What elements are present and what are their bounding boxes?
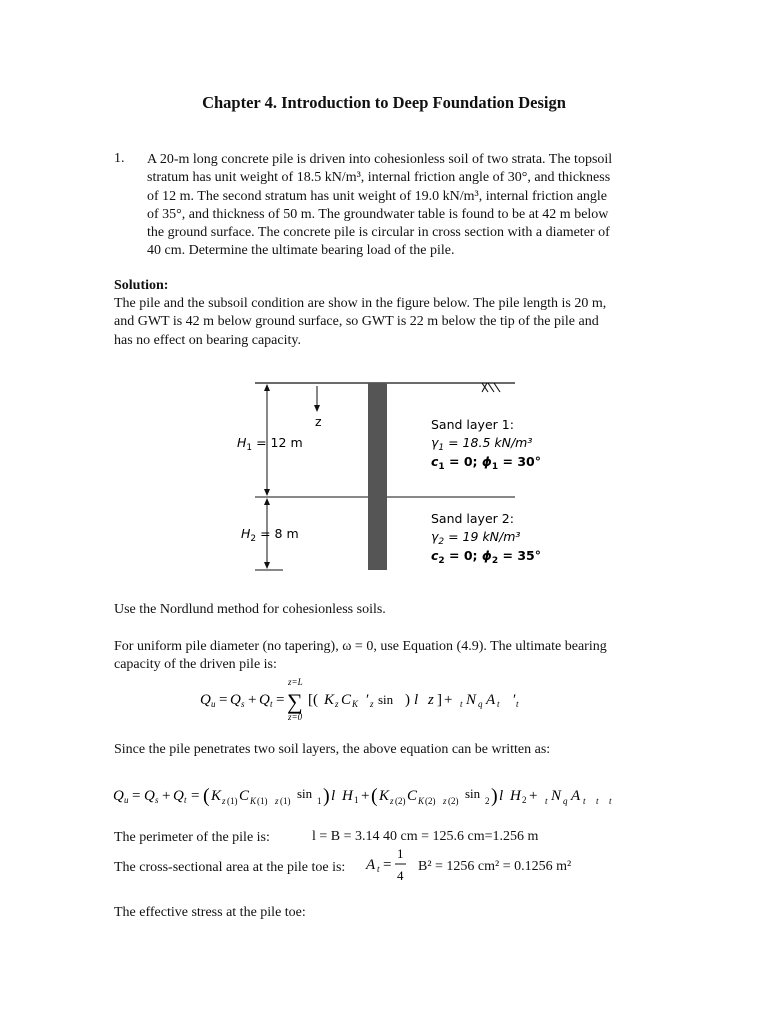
svg-text:t: t (497, 699, 500, 709)
uniform-diameter-paragraph (114, 638, 656, 675)
problem-statement (147, 151, 656, 261)
svg-text:z: z (390, 796, 394, 806)
svg-text:Q: Q (173, 788, 184, 804)
svg-text:): ) (405, 692, 410, 708)
svg-text:=: = (383, 857, 392, 873)
layer2-unit-weight: $\gamma_2 = 19$ kN/m³ (431, 529, 521, 547)
svg-text:l: l (499, 788, 504, 804)
pile-shaft (368, 383, 387, 570)
svg-text:): ) (323, 785, 330, 807)
uniform-line: For uniform pile diameter (no tapering), ω = 0, use Equation (4.9). The ultimate bearing (114, 639, 607, 654)
svg-text:z: z (428, 692, 434, 708)
svg-text:=: = (191, 788, 200, 804)
svg-text:Q: Q (113, 788, 124, 804)
solution-line: and GWT is 42 m below ground surface, so GWT is 22 m below the tip of the pile and (114, 314, 599, 330)
svg-text:C: C (239, 788, 250, 804)
solution-line: The pile and the subsoil condition are show in the figure below. The pile length is 20 m, (114, 296, 607, 311)
svg-text:=: = (276, 692, 285, 708)
problem-number: 1. (114, 151, 125, 166)
svg-text:[(: [( (308, 692, 318, 708)
z-label: z (315, 414, 322, 429)
svg-text:z=0: z=0 (288, 712, 303, 722)
svg-text:A: A (571, 788, 581, 804)
h2-arrowhead-bottom (264, 562, 270, 569)
area-label: The cross-sectional area at the pile toe is: (114, 860, 346, 875)
problem-line: A 20-m long concrete pile is driven into cohesionless soil of two strata. The topsoil (147, 152, 613, 167)
svg-text:′: ′ (513, 692, 517, 708)
svg-text:(: ( (203, 785, 210, 807)
problem-line: of 12 m. The second stratum has unit weight of 19.0 kN/m³, internal friction angle (147, 188, 608, 204)
problem-line: of 35°, and thickness of 50 m. The groundwater table is found to be at 42 m below (147, 206, 609, 222)
svg-text:′: ′ (366, 692, 370, 708)
svg-text:N: N (466, 692, 477, 708)
svg-text:1: 1 (397, 846, 404, 861)
svg-text:t: t (545, 796, 548, 806)
svg-text:(2): (2) (425, 796, 436, 806)
svg-text:K: K (379, 788, 390, 804)
svg-text:=: = (219, 692, 228, 708)
svg-text:H: H (342, 788, 353, 804)
svg-text:l: l (331, 788, 336, 804)
problem-line: 40 cm. Determine the ultimate bearing load of the pile. (147, 243, 455, 259)
svg-text:+: + (529, 788, 538, 804)
svg-text:l: l (414, 692, 419, 708)
uniform-line: capacity of the driven pile is: (114, 657, 277, 673)
svg-text:(1): (1) (257, 796, 268, 806)
svg-text:sin: sin (465, 786, 481, 801)
layer2-strength: $c_2 = 0$; $\phi_2 = 35^\circ$ (431, 548, 541, 566)
svg-text:sin: sin (378, 692, 394, 707)
layer1-strength: $c_1 = 0$; $\phi_1 = 30^\circ$ (431, 454, 541, 472)
svg-text:z: z (335, 699, 339, 709)
nordlund-text: Use the Nordlund method for cohesionless soils. (114, 602, 386, 617)
h1-label: $H_1 = 12$ m (237, 435, 303, 453)
z-arrowhead-icon (314, 405, 320, 412)
svg-text:u: u (211, 699, 216, 709)
svg-text:+: + (361, 788, 370, 804)
problem-line: the ground surface. The concrete pile is circular in cross section with a diameter of (147, 225, 610, 241)
chapter-title: Chapter 4. Introduction to Deep Foundation Design (202, 93, 566, 112)
layer1-unit-weight: $\gamma_1 = 18.5$ kN/m³ (431, 435, 533, 453)
solution-paragraph (114, 295, 656, 350)
layer2-title: Sand layer 2: (431, 511, 514, 526)
svg-text:Q: Q (200, 692, 211, 708)
pile-diagram (225, 372, 541, 578)
svg-text:t: t (460, 699, 463, 709)
pile-soil-figure (225, 372, 541, 578)
svg-text:z: z (275, 796, 279, 806)
svg-text:sin: sin (297, 786, 313, 801)
bearing-capacity-equation (200, 676, 560, 729)
svg-text:Q: Q (259, 692, 270, 708)
svg-text:(1): (1) (280, 796, 291, 806)
svg-text:N: N (551, 788, 562, 804)
svg-text:t: t (377, 864, 380, 874)
svg-text:Q: Q (230, 692, 241, 708)
svg-text:q: q (563, 796, 568, 806)
svg-text:): ) (491, 785, 498, 807)
svg-text:+: + (162, 788, 171, 804)
svg-text:u: u (124, 795, 129, 805)
svg-text:Q: Q (144, 788, 155, 804)
svg-text:z=L: z=L (288, 677, 303, 687)
svg-text:z: z (370, 699, 374, 709)
svg-text:K: K (418, 796, 425, 806)
svg-text:A: A (366, 857, 376, 873)
svg-text:∑: ∑ (287, 689, 303, 714)
solution-line: has no effect on bearing capacity. (114, 332, 301, 348)
svg-text:H: H (510, 788, 521, 804)
svg-text:(2): (2) (448, 796, 459, 806)
svg-text:=: = (132, 788, 141, 804)
svg-text:t: t (184, 795, 187, 805)
svg-text:t: t (609, 796, 612, 806)
svg-text:t: t (583, 796, 586, 806)
svg-text:z: z (222, 796, 226, 806)
two-layers-text: Since the pile penetrates two soil layers, the above equation can be written as: (114, 742, 551, 757)
two-layer-equation (113, 778, 633, 817)
svg-text:A: A (486, 692, 496, 708)
problem-line: stratum has unit weight of 18.5 kN/m³, internal friction angle of 30°, and thickness (147, 170, 611, 186)
svg-text:t: t (596, 796, 599, 806)
svg-text:q: q (478, 699, 483, 709)
svg-text:(1): (1) (227, 796, 238, 806)
ground-hatch-icon (482, 383, 500, 392)
svg-text:t: t (516, 699, 519, 709)
svg-text:s: s (155, 795, 159, 805)
svg-text:1: 1 (354, 795, 359, 805)
perimeter-equation: l = B = 3.14 40 cm = 125.6 cm=1.256 m (312, 829, 539, 844)
svg-text:2: 2 (522, 795, 527, 805)
layer1-title: Sand layer 1: (431, 417, 514, 432)
effective-stress-text: The effective stress at the pile toe: (114, 905, 306, 920)
svg-text:(2): (2) (395, 796, 406, 806)
svg-text:C: C (341, 692, 352, 708)
svg-text:z: z (443, 796, 447, 806)
area-equation-value: B² = 1256 cm² = 0.1256 m² (418, 859, 572, 874)
svg-text:K: K (352, 699, 359, 709)
h2-label: $H_2 = 8$ m (241, 526, 299, 544)
h2-arrowhead-top (264, 498, 270, 505)
h1-arrowhead-bottom (264, 489, 270, 496)
perimeter-label: The perimeter of the pile is: (114, 830, 270, 845)
solution-heading: Solution: (114, 278, 169, 293)
svg-text:1: 1 (317, 796, 322, 806)
svg-text:K: K (250, 796, 257, 806)
svg-text:(: ( (371, 785, 378, 807)
svg-text:+: + (248, 692, 257, 708)
svg-text:K: K (324, 692, 335, 708)
svg-text:2: 2 (485, 796, 490, 806)
svg-text:]: ] (437, 692, 442, 708)
svg-text:K: K (211, 788, 222, 804)
h1-arrowhead-top (264, 384, 270, 391)
svg-text:+: + (444, 692, 453, 708)
svg-text:4: 4 (397, 868, 404, 883)
svg-text:s: s (241, 699, 245, 709)
svg-text:C: C (407, 788, 418, 804)
svg-text:t: t (270, 699, 273, 709)
